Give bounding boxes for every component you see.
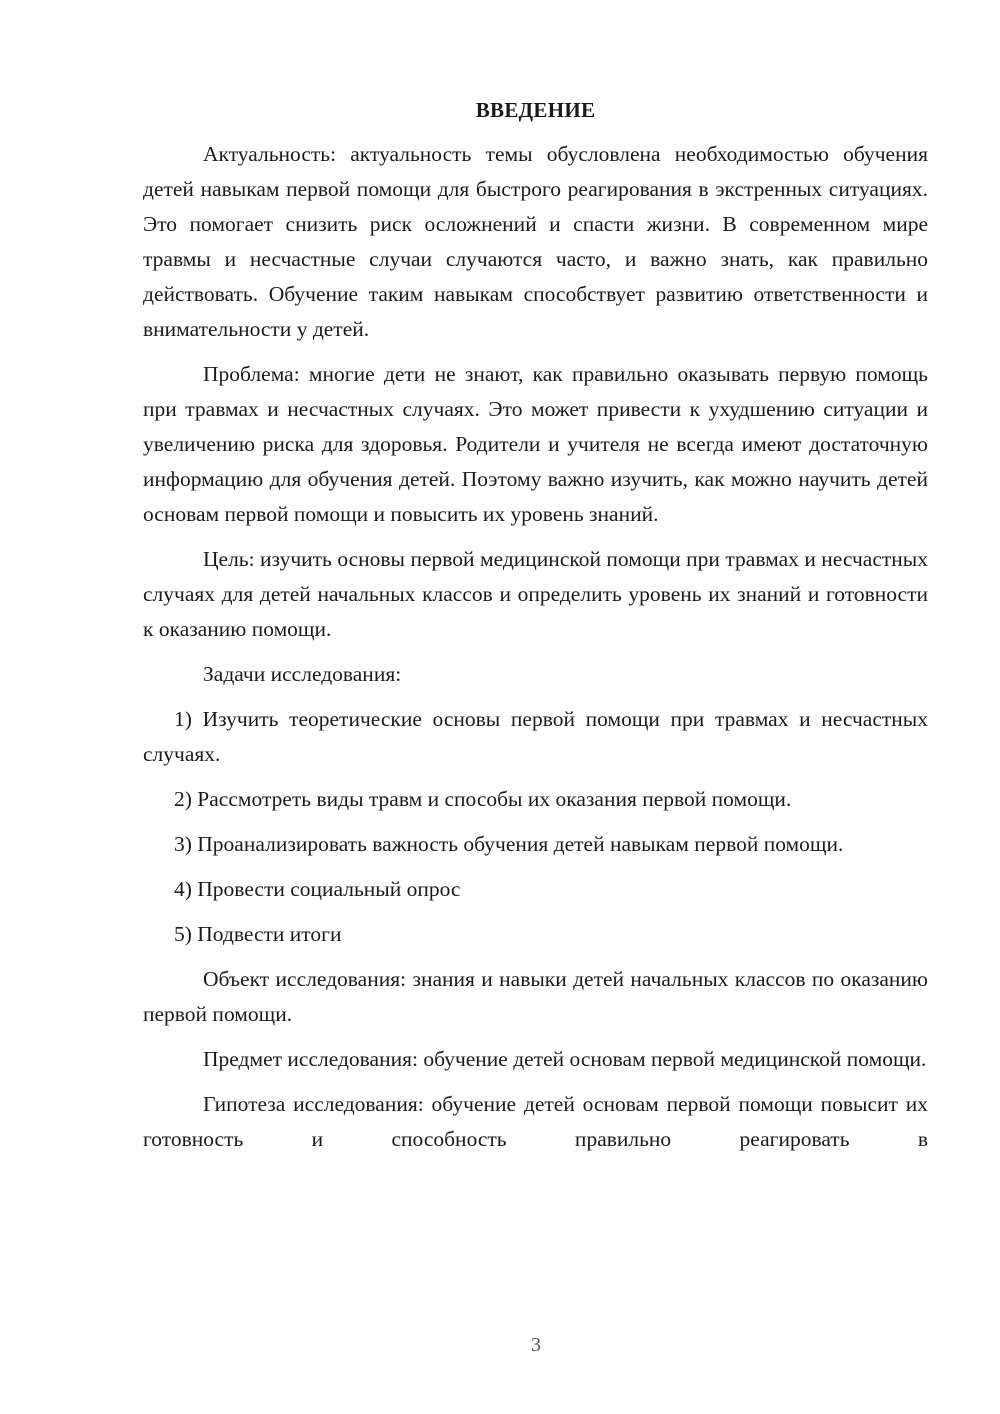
document-page [143, 95, 928, 1167]
hypothesis-paragraph: Гипотеза исследования: обучение детей основам первой помощи повысит их готовность и способность правильно реагировать в [143, 1092, 928, 1151]
relevance-paragraph: Актуальность: актуальность темы обусловлена необходимостью обучения детей навыкам первой помощи для быстрого реагирования в экстренных ситуациях. Это помогает снизить риск осложнений и спасти жизни. В современном мире травмы и несчастные случаи случаются часто, и важно знать, как правильно действовать. Обучение таким навыкам способствует развитию ответственности и внимательности у детей. [143, 142, 928, 341]
task-item-1: 1) Изучить теоретические основы первой помощи при травмах и несчастных случаях. [143, 707, 928, 766]
problem-paragraph: Проблема: многие дети не знают, как правильно оказывать первую помощь при травмах и несчастных случаях. Это может привести к ухудшению ситуации и увеличению риска для здоровья. Родители и учителя не всегда имеют достаточную информацию для обучения детей. Поэтому важно изучить, как можно научить детей основам первой помощи и повысить их уровень знаний. [143, 362, 928, 526]
task-item-5: 5) Подвести итоги [174, 922, 342, 946]
goal-paragraph: Цель: изучить основы первой медицинской помощи при травмах и несчастных случаях для детей начальных классов и определить уровень их знаний и готовности к оказанию помощи. [143, 547, 928, 641]
tasks-heading: Задачи исследования: [203, 662, 402, 686]
task-item-4: 4) Провести социальный опрос [174, 877, 461, 901]
page-number: 3 [531, 1334, 541, 1356]
task-item-3: 3) Проанализировать важность обучения детей навыкам первой помощи. [174, 832, 844, 856]
object-paragraph: Объект исследования: знания и навыки детей начальных классов по оказанию первой помощи. [143, 967, 928, 1026]
subject-paragraph: Предмет исследования: обучение детей основам первой медицинской помощи. [203, 1047, 927, 1071]
task-item-2: 2) Рассмотреть виды травм и способы их оказания первой помощи. [174, 787, 792, 811]
section-heading: ВВЕДЕНИЕ [475, 98, 596, 122]
